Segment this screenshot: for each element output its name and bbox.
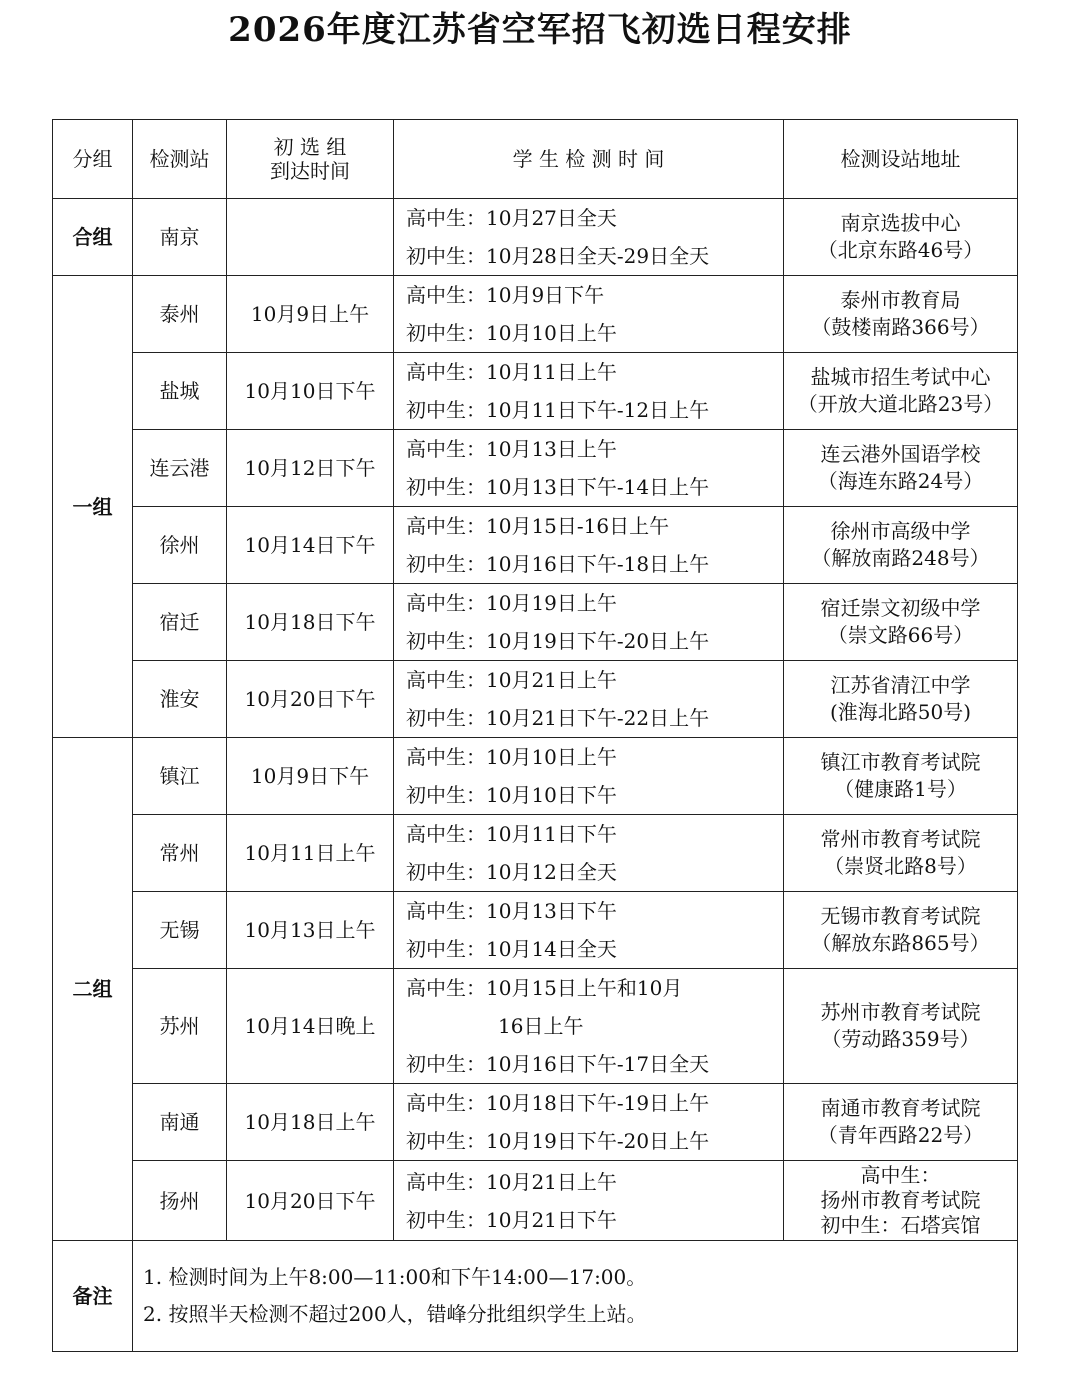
station-address xyxy=(784,815,1018,892)
table-row xyxy=(53,199,1018,276)
address-line: （青年西路22号） xyxy=(817,1123,984,1147)
address-line: 泰州市教育局 xyxy=(840,288,961,312)
address-line: （健康路1号） xyxy=(834,777,967,801)
time-line: 高中生：10月13日上午 xyxy=(406,437,617,461)
station-name: 宿迁 xyxy=(133,584,227,661)
station-address xyxy=(784,276,1018,353)
time-line: 初中生：10月16日下午-17日全天 xyxy=(406,1052,710,1076)
time-line: 高中生：10月21日上午 xyxy=(406,1169,617,1194)
time-line: 高中生：10月10日上午 xyxy=(406,745,617,769)
time-line: 高中生：10月9日下午 xyxy=(406,283,605,307)
page-title: 2026年度江苏省空军招飞初选日程安排 xyxy=(228,10,852,50)
address-line: （北京东路46号） xyxy=(817,238,984,262)
station-address xyxy=(784,738,1018,815)
table-row xyxy=(53,738,1018,815)
time-line: 初中生：10月19日下午-20日上午 xyxy=(406,629,710,653)
address-line: 盐城市招生考试中心 xyxy=(810,365,991,389)
address-line: （开放大道北路23号） xyxy=(797,392,1004,416)
time-line: 初中生：10月16日下午-18日上午 xyxy=(406,552,710,576)
time-line: 高中生：10月11日上午 xyxy=(406,360,617,384)
arrival-time: 10月14日晚上 xyxy=(227,969,394,1084)
table-row xyxy=(53,1084,1018,1161)
test-time xyxy=(394,1161,784,1241)
group-label: 二组 xyxy=(53,738,133,1241)
remarks-row xyxy=(53,1241,1018,1352)
test-time xyxy=(394,738,784,815)
arrival-time: 10月18日下午 xyxy=(227,584,394,661)
arrival-time: 10月9日下午 xyxy=(227,738,394,815)
table-row xyxy=(53,815,1018,892)
table-row xyxy=(53,507,1018,584)
time-line: 高中生：10月27日全天 xyxy=(406,206,617,230)
test-time xyxy=(394,661,784,738)
time-line: 高中生：10月15日-16日上午 xyxy=(406,514,670,538)
time-line: 高中生：10月21日上午 xyxy=(406,668,617,692)
test-time xyxy=(394,1084,784,1161)
time-line: 高中生：10月15日上午和10月 xyxy=(406,976,683,1000)
time-line: 初中生：10月11日下午-12日上午 xyxy=(406,398,710,422)
address-line: 徐州市高级中学 xyxy=(830,519,971,543)
table-row xyxy=(53,1161,1018,1241)
table-row xyxy=(53,584,1018,661)
header-group: 分组 xyxy=(53,120,133,199)
arrival-time: 10月10日下午 xyxy=(227,353,394,430)
station-name: 无锡 xyxy=(133,892,227,969)
remark-line: 1. 检测时间为上午8:00—11:00和下午14:00—17:00。 xyxy=(143,1265,647,1289)
header-arrival-line1: 初 选 组 xyxy=(273,135,347,159)
time-line: 高中生：10月13日下午 xyxy=(406,899,617,923)
address-line: 江苏省清江中学 xyxy=(830,673,971,697)
time-line: 初中生：10月10日下午 xyxy=(406,783,617,807)
arrival-time: 10月11日上午 xyxy=(227,815,394,892)
test-time xyxy=(394,815,784,892)
address-line: （崇贤北路8号） xyxy=(824,854,977,878)
address-line: 无锡市教育考试院 xyxy=(820,904,981,928)
address-line: 宿迁崇文初级中学 xyxy=(820,596,981,620)
test-time xyxy=(394,276,784,353)
address-line: （海连东路24号） xyxy=(817,469,984,493)
station-address xyxy=(784,892,1018,969)
test-time xyxy=(394,430,784,507)
address-line: （解放东路865号） xyxy=(811,931,990,955)
station-address xyxy=(784,430,1018,507)
address-line: 初中生：石塔宾馆 xyxy=(820,1213,981,1237)
address-line: （解放南路248号） xyxy=(811,546,990,570)
test-time xyxy=(394,199,784,276)
station-name: 南京 xyxy=(133,199,227,276)
arrival-time: 10月20日下午 xyxy=(227,661,394,738)
address-line: 南通市教育考试院 xyxy=(820,1096,981,1120)
test-time xyxy=(394,969,784,1084)
table-row xyxy=(53,430,1018,507)
test-time xyxy=(394,507,784,584)
test-time xyxy=(394,353,784,430)
group-label: 一组 xyxy=(53,276,133,738)
time-line: 初中生：10月19日下午-20日上午 xyxy=(406,1129,710,1153)
time-line: 16日上午 xyxy=(498,1014,584,1038)
header-address: 检测设站地址 xyxy=(784,120,1018,199)
table-row xyxy=(53,276,1018,353)
header-arrival xyxy=(227,120,394,199)
address-line: 扬州市教育考试院 xyxy=(820,1188,981,1212)
station-name: 扬州 xyxy=(133,1161,227,1241)
station-address xyxy=(784,661,1018,738)
address-line: 常州市教育考试院 xyxy=(820,827,981,851)
station-name: 淮安 xyxy=(133,661,227,738)
table-row xyxy=(53,969,1018,1084)
remarks-content xyxy=(133,1241,1018,1352)
time-line: 初中生：10月13日下午-14日上午 xyxy=(406,475,710,499)
group-label: 合组 xyxy=(53,199,133,276)
time-line: 初中生：10月28日全天-29日全天 xyxy=(406,244,710,268)
station-address xyxy=(784,507,1018,584)
header-test-time: 学 生 检 测 时 间 xyxy=(394,120,784,199)
station-address xyxy=(784,584,1018,661)
station-name: 泰州 xyxy=(133,276,227,353)
table-row xyxy=(53,892,1018,969)
arrival-time: 10月12日下午 xyxy=(227,430,394,507)
time-line: 高中生：10月19日上午 xyxy=(406,591,617,615)
station-address xyxy=(784,353,1018,430)
test-time xyxy=(394,892,784,969)
arrival-time: 10月13日上午 xyxy=(227,892,394,969)
header-arrival-line2: 到达时间 xyxy=(270,159,350,183)
station-name: 徐州 xyxy=(133,507,227,584)
arrival-time: 10月20日下午 xyxy=(227,1161,394,1241)
address-line: (淮海北路50号) xyxy=(829,700,972,724)
station-name: 镇江 xyxy=(133,738,227,815)
station-address xyxy=(784,199,1018,276)
station-address xyxy=(784,969,1018,1084)
address-line: 镇江市教育考试院 xyxy=(820,750,981,774)
test-time xyxy=(394,584,784,661)
table-row xyxy=(53,661,1018,738)
address-line: （鼓楼南路366号） xyxy=(811,315,990,339)
arrival-time: 10月18日上午 xyxy=(227,1084,394,1161)
station-address xyxy=(784,1161,1018,1241)
station-name: 常州 xyxy=(133,815,227,892)
address-line: （崇文路66号） xyxy=(827,623,974,647)
station-name: 连云港 xyxy=(133,430,227,507)
time-line: 初中生：10月21日下午-22日上午 xyxy=(406,706,710,730)
arrival-time: 10月14日下午 xyxy=(227,507,394,584)
address-line: 苏州市教育考试院 xyxy=(820,1000,981,1024)
schedule-table xyxy=(52,119,1018,1352)
time-line: 高中生：10月18日下午-19日上午 xyxy=(406,1091,710,1115)
header-station: 检测站 xyxy=(133,120,227,199)
time-line: 初中生：10月10日上午 xyxy=(406,321,617,345)
arrival-time xyxy=(227,199,394,276)
station-name: 南通 xyxy=(133,1084,227,1161)
station-name: 盐城 xyxy=(133,353,227,430)
address-line: 南京选拔中心 xyxy=(840,211,961,235)
time-line: 初中生：10月12日全天 xyxy=(406,860,617,884)
address-line: 高中生： xyxy=(860,1163,941,1187)
time-line: 高中生：10月11日下午 xyxy=(406,822,617,846)
remarks-label: 备注 xyxy=(53,1241,133,1352)
time-line: 初中生：10月21日下午 xyxy=(406,1207,617,1232)
time-line: 初中生：10月14日全天 xyxy=(406,937,617,961)
remark-line: 2. 按照半天检测不超过200人，错峰分批组织学生上站。 xyxy=(143,1302,647,1326)
table-row xyxy=(53,353,1018,430)
address-line: （劳动路359号） xyxy=(821,1027,980,1051)
address-line: 连云港外国语学校 xyxy=(820,442,981,466)
station-address xyxy=(784,1084,1018,1161)
header-row xyxy=(53,120,1018,199)
arrival-time: 10月9日上午 xyxy=(227,276,394,353)
station-name: 苏州 xyxy=(133,969,227,1084)
